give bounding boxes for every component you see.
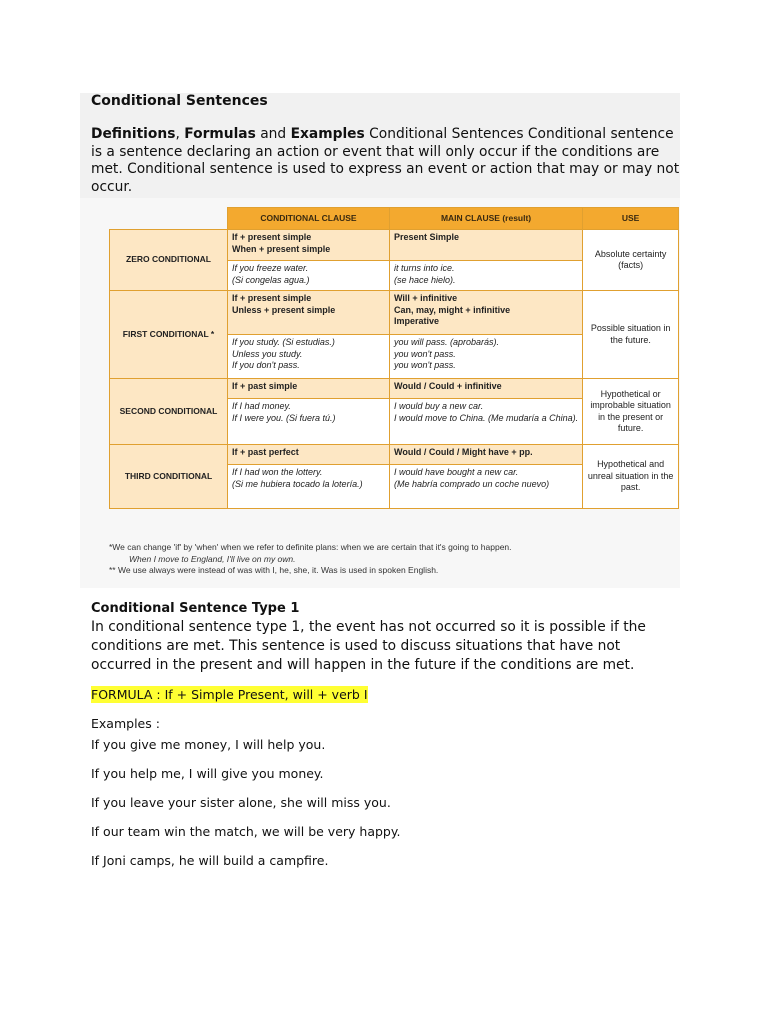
- example-line: you won't pass.: [394, 348, 456, 359]
- formula-line: Present Simple: [394, 232, 460, 242]
- example-line: you won't pass.: [394, 360, 456, 370]
- note-line: *We can change 'if' by 'when' when we refer to definite plans: when we are certain that it's going to happen.: [109, 542, 512, 552]
- intro-keyword-examples: Examples: [290, 126, 365, 142]
- example-line: (Me habría comprado un coche nuevo): [394, 478, 550, 489]
- example-line: If I were you. (Si fuera tú.): [232, 412, 336, 423]
- example-line: If you don't pass.: [232, 360, 300, 370]
- example-line: If I had won the lottery.: [232, 467, 323, 477]
- row-label-first: FIRST CONDITIONAL *: [110, 291, 228, 379]
- formula-line: Will + infinitive: [394, 293, 458, 303]
- formula-line: Would / Could / Might have + pp.: [394, 447, 533, 457]
- example-line: I would move to China. (Me mudaría a China).: [394, 412, 579, 423]
- table-corner: [110, 208, 228, 230]
- example-item: If our team win the match, we will be very happy.: [91, 824, 401, 839]
- intro-text: Conditional Sentences Conditional sentence is a sentence declaring an action or event that will only occur if the conditions are met. Conditional sentence is used to express an event or action that may or may not occur.: [91, 126, 680, 195]
- header-conditional-clause: CONDITIONAL CLAUSE: [228, 208, 390, 230]
- row-label-second: SECOND CONDITIONAL: [110, 379, 228, 445]
- table-notes: [109, 542, 512, 577]
- note-example: When I move to England, I'll live on my own.: [129, 553, 296, 564]
- example-main-zero: [390, 261, 583, 291]
- example-line: you will pass. (aprobarás).: [394, 337, 500, 347]
- example-main-first: [390, 335, 583, 379]
- use-third: Hypothetical and unreal situation in the past.: [583, 445, 679, 509]
- formula-main-first: [390, 291, 583, 335]
- example-line: (Si me hubiera tocado la lotería.): [232, 478, 363, 489]
- example-line: If I had money.: [232, 401, 291, 411]
- formula-main-second: [390, 379, 583, 399]
- document-title: Conditional Sentences: [91, 93, 268, 109]
- formula-line: Would / Could + infinitive: [394, 381, 502, 391]
- example-clause-second: [228, 399, 390, 445]
- formula-line: If + past perfect: [232, 447, 299, 457]
- formula-clause-third: [228, 445, 390, 465]
- example-clause-first: [228, 335, 390, 379]
- conditionals-table: [109, 207, 679, 509]
- section-paragraph: In conditional sentence type 1, the event has not occurred so it is possible if the conditions are met. This sentence is used to discuss situations that have not occurred in the present and will happen in the future if the conditions are met.: [91, 619, 646, 673]
- intro-keyword-formulas: Formulas: [184, 126, 256, 142]
- use-first: Possible situation in the future.: [583, 291, 679, 379]
- formula-clause-first: [228, 291, 390, 335]
- header-main-clause: MAIN CLAUSE (result): [390, 208, 583, 230]
- formula-line: If + present simple: [232, 293, 312, 303]
- formula-highlight: FORMULA : If + Simple Present, will + verb I: [91, 687, 368, 702]
- example-item: If you leave your sister alone, she will miss you.: [91, 795, 391, 810]
- note-line: ** We use always were instead of was with I, he, she, it. Was is used in spoken English.: [109, 565, 439, 575]
- example-item: If Joni camps, he will build a campfire.: [91, 853, 329, 868]
- example-line: it turns into ice.: [394, 263, 455, 273]
- formula-line: Imperative: [394, 316, 440, 326]
- example-line: If you freeze water.: [232, 263, 309, 273]
- example-line: If you study. (Si estudias.): [232, 337, 335, 347]
- example-line: Unless you study.: [232, 348, 303, 359]
- example-main-third: [390, 465, 583, 509]
- example-main-second: [390, 399, 583, 445]
- formula-line: Unless + present simple: [232, 304, 336, 315]
- formula-clause-zero: [228, 230, 390, 261]
- use-zero: Absolute certainty (facts): [583, 230, 679, 291]
- intro-keyword-definitions: Definitions: [91, 126, 176, 142]
- intro-paragraph: [91, 126, 681, 196]
- section-title: Conditional Sentence Type 1: [91, 601, 300, 616]
- formula-line: If + present simple: [232, 232, 312, 242]
- use-second: Hypothetical or improbable situation in the present or future.: [583, 379, 679, 445]
- example-clause-third: [228, 465, 390, 509]
- formula-line: When + present simple: [232, 243, 331, 254]
- examples-label: Examples :: [91, 716, 160, 731]
- formula-clause-second: [228, 379, 390, 399]
- row-label-third: THIRD CONDITIONAL: [110, 445, 228, 509]
- example-line: I would have bought a new car.: [394, 467, 519, 477]
- header-use: USE: [583, 208, 679, 230]
- example-line: (Si congelas agua.): [232, 274, 310, 285]
- example-line: I would buy a new car.: [394, 401, 484, 411]
- intro-sep: and: [255, 126, 291, 142]
- formula-main-zero: [390, 230, 583, 261]
- example-item: If you help me, I will give you money.: [91, 766, 324, 781]
- example-line: (se hace hielo).: [394, 274, 456, 285]
- row-label-zero: ZERO CONDITIONAL: [110, 230, 228, 291]
- formula-line: Can, may, might + infinitive: [394, 304, 511, 315]
- example-item: If you give me money, I will help you.: [91, 737, 326, 752]
- example-clause-zero: [228, 261, 390, 291]
- formula-line: If + past simple: [232, 381, 298, 391]
- intro-sep: ,: [175, 126, 185, 142]
- formula-main-third: [390, 445, 583, 465]
